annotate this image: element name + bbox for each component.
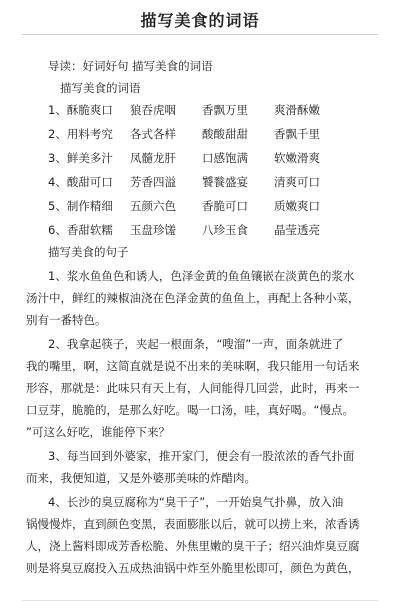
title-divider <box>22 34 378 35</box>
word-item: 爽滑酥嫩 <box>274 103 320 117</box>
word-item: 口感饱满 <box>202 151 248 165</box>
word-item: 香脆可口 <box>202 199 248 213</box>
word-item: 6、香甜软糯 <box>48 223 113 237</box>
word-item: 酸酸甜甜 <box>202 127 248 141</box>
word-item: 八珍玉食 <box>202 223 248 237</box>
word-item: 香飘万里 <box>202 103 248 117</box>
words-heading: 描写美食的词语 <box>60 81 141 95</box>
page-bottom-edge <box>22 600 378 601</box>
word-item: 各式各样 <box>130 127 176 141</box>
paragraph-line: 我的嘴里，啊，这简直就是说不出来的美味啊，我只能用一句话来 <box>26 359 360 373</box>
word-item: 芳香四溢 <box>130 175 176 189</box>
word-item: 五颜六色 <box>130 199 176 213</box>
word-item: 5、制作精细 <box>48 199 113 213</box>
paragraph-line: 形容，那就是：此味只有天上有，人间能得几回尝，此时，再来一 <box>26 381 360 395</box>
word-item: 3、鲜美多汁 <box>48 151 113 165</box>
paragraph-line: 而来，我便知道，又是外婆那美味的炸醋肉。 <box>26 471 256 485</box>
word-item: 软嫩滑爽 <box>274 151 320 165</box>
paragraph-line: 2、我拿起筷子，夹起一根面条，“嗖溜”一声，面条就进了 <box>48 337 344 351</box>
paragraph-line: 锅慢慢炸，直到颜色变黑，表面膨胀以后，就可以捞上来，浓香诱 <box>26 517 360 531</box>
word-item: 2、用料考究 <box>48 127 113 141</box>
paragraph-line: 别有一番特色。 <box>26 313 107 327</box>
word-item: 1、酥脆爽口 <box>48 103 113 117</box>
paragraph-line: 3、每当回到外婆家，推开家门，便会有一股浓浓的香气扑面 <box>48 449 355 463</box>
paragraph-line: 1、浆水鱼鱼色和诱人，色泽金黄的鱼鱼镶嵌在淡黄色的浆水 <box>48 269 355 283</box>
word-item: 玉盘珍馐 <box>130 223 176 237</box>
word-item: 质嫩爽口 <box>274 199 320 213</box>
paragraph-line: 人，浇上酱料即成芳香松脆、外焦里嫩的臭干子；绍兴油炸臭豆腐 <box>26 539 360 553</box>
word-item: 狼吞虎咽 <box>130 103 176 117</box>
paragraph-line: 汤汁中，鲜红的辣椒油浇在色泽金黄的鱼鱼上，再配上各种小菜， <box>26 291 360 305</box>
word-item: 香飘千里 <box>274 127 320 141</box>
paragraph-line: 4、长沙的臭豆腐称为“臭干子”，一开始臭气扑鼻，放入油 <box>48 495 344 509</box>
sentences-heading: 描写美食的句子 <box>48 245 129 259</box>
page-title: 描写美食的词语 <box>140 11 260 30</box>
word-item: 晶莹透亮 <box>274 223 320 237</box>
word-item: 饕餮盛宴 <box>202 175 248 189</box>
intro-lead: 导读：好词好句 描写美食的词语 <box>48 59 213 73</box>
word-item: 凤髓龙肝 <box>130 151 176 165</box>
paragraph-line: 口豆芽，脆脆的，是那么好吃。喝一口汤，哇，真好喝。“慢点。 <box>26 403 354 417</box>
word-item: 4、酸甜可口 <box>48 175 113 189</box>
paragraph-line: ”可这么好吃，谁能停下来？ <box>26 425 170 439</box>
paragraph-line: 则是将臭豆腐投入五成热油锅中炸至外脆里松即可，颜色为黄色， <box>26 561 360 575</box>
word-item: 清爽可口 <box>274 175 320 189</box>
